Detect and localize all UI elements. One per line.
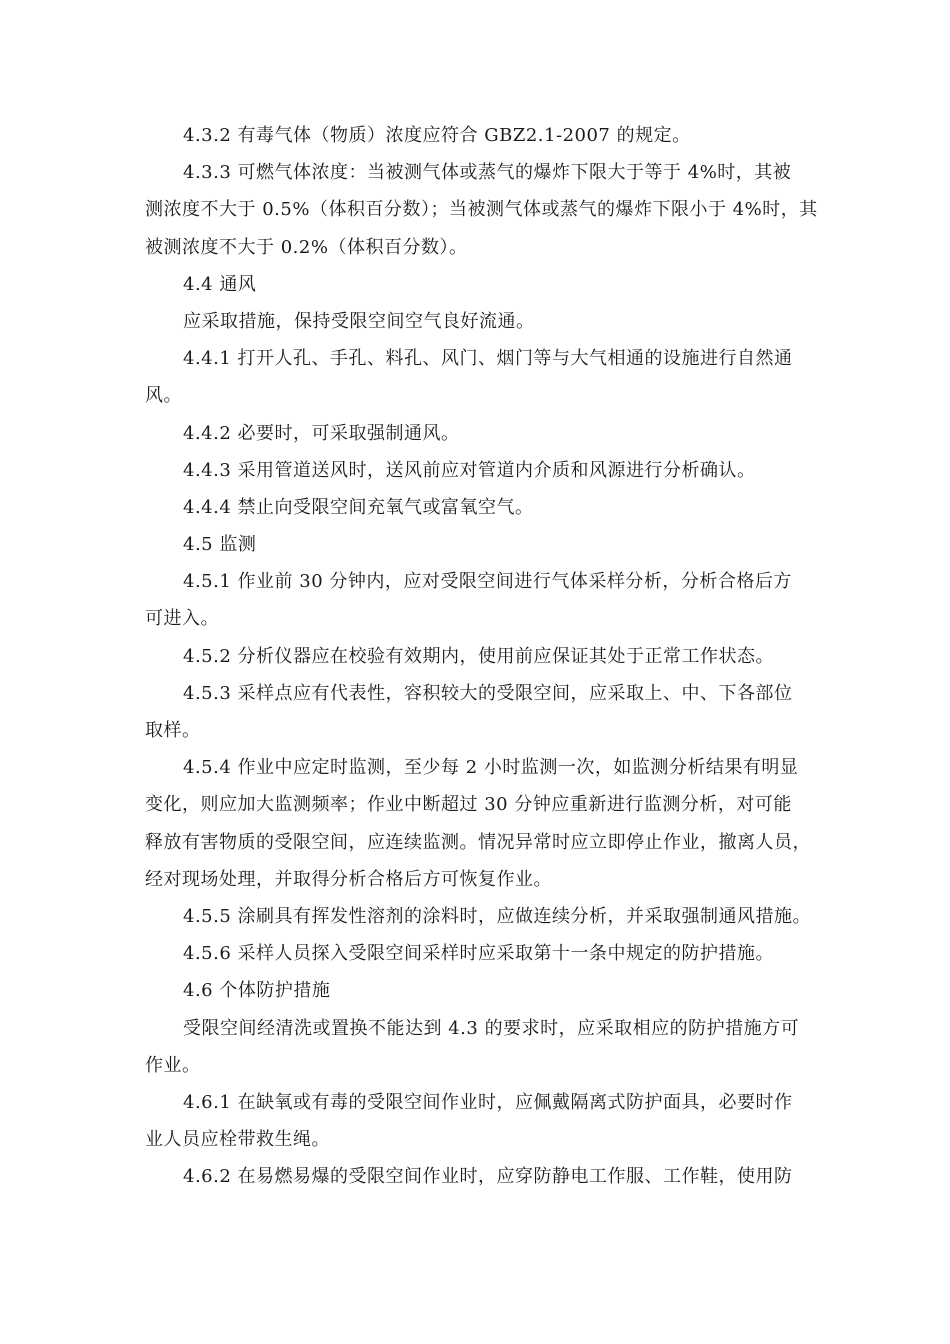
text-line: 4.5.2 分析仪器应在校验有效期内，使用前应保证其处于正常工作状态。 bbox=[183, 645, 775, 667]
text-line: 可进入。 bbox=[145, 608, 219, 630]
text-line: 4.5.5 涂刷具有挥发性溶剂的涂料时，应做连续分析，并采取强制通风措施。 bbox=[183, 905, 812, 927]
text-line: 风。 bbox=[145, 385, 182, 407]
text-line: 受限空间经清洗或置换不能达到 4.3 的要求时，应采取相应的防护措施方可 bbox=[183, 1017, 800, 1039]
text-line: 测浓度不大于 0.5%（体积百分数）；当被测气体或蒸气的爆炸下限小于 4%时，其 bbox=[145, 199, 818, 221]
text-line: 4.6 个体防护措施 bbox=[183, 980, 331, 1002]
text-line: 业人员应栓带救生绳。 bbox=[145, 1129, 330, 1151]
text-line: 变化，则应加大监测频率；作业中断超过 30 分钟应重新进行监测分析，对可能 bbox=[145, 794, 792, 816]
text-line: 4.5.4 作业中应定时监测，至少每 2 小时监测一次，如监测分析结果有明显 bbox=[183, 757, 799, 779]
text-line: 4.6.2 在易燃易爆的受限空间作业时，应穿防静电工作服、工作鞋，使用防 bbox=[183, 1166, 793, 1188]
text-line: 4.3.2 有毒气体（物质）浓度应符合 GBZ2.1-2007 的规定。 bbox=[183, 125, 691, 146]
text-line: 4.4.2 必要时，可采取强制通风。 bbox=[183, 422, 460, 444]
text-line: 被测浓度不大于 0.2%（体积百分数）。 bbox=[145, 236, 468, 258]
text-line: 4.4.4 禁止向受限空间充氧气或富氧空气。 bbox=[183, 496, 534, 518]
text-line: 4.4.1 打开人孔、手孔、料孔、风门、烟门等与大气相通的设施进行自然通 bbox=[183, 348, 793, 370]
text-line: 4.5.3 采样点应有代表性，容积较大的受限空间，应采取上、中、下各部位 bbox=[183, 682, 793, 704]
text-line: 4.4 通风 bbox=[183, 273, 257, 295]
text-line: 4.5.1 作业前 30 分钟内，应对受限空间进行气体采样分析，分析合格后方 bbox=[183, 571, 792, 593]
document-body bbox=[145, 117, 845, 1195]
text-line: 应采取措施，保持受限空间空气良好流通。 bbox=[183, 310, 535, 332]
text-line: 释放有害物质的受限空间，应连续监测。情况异常时应立即停止作业，撤离人员， bbox=[145, 831, 811, 853]
text-line: 4.6.1 在缺氧或有毒的受限空间作业时，应佩戴隔离式防护面具，必要时作 bbox=[183, 1091, 793, 1113]
text-line: 作业。 bbox=[145, 1054, 201, 1076]
text-line: 4.4.3 采用管道送风时，送风前应对管道内介质和风源进行分析确认。 bbox=[183, 459, 756, 481]
text-line: 4.5.6 采样人员探入受限空间采样时应采取第十一条中规定的防护措施。 bbox=[183, 943, 775, 965]
text-line: 经对现场处理，并取得分析合格后方可恢复作业。 bbox=[145, 868, 552, 890]
text-line: 取样。 bbox=[145, 720, 201, 741]
text-line: 4.3.3 可燃气体浓度：当被测气体或蒸气的爆炸下限大于等于 4%时，其被 bbox=[183, 162, 792, 184]
text-line: 4.5 监测 bbox=[183, 534, 257, 556]
